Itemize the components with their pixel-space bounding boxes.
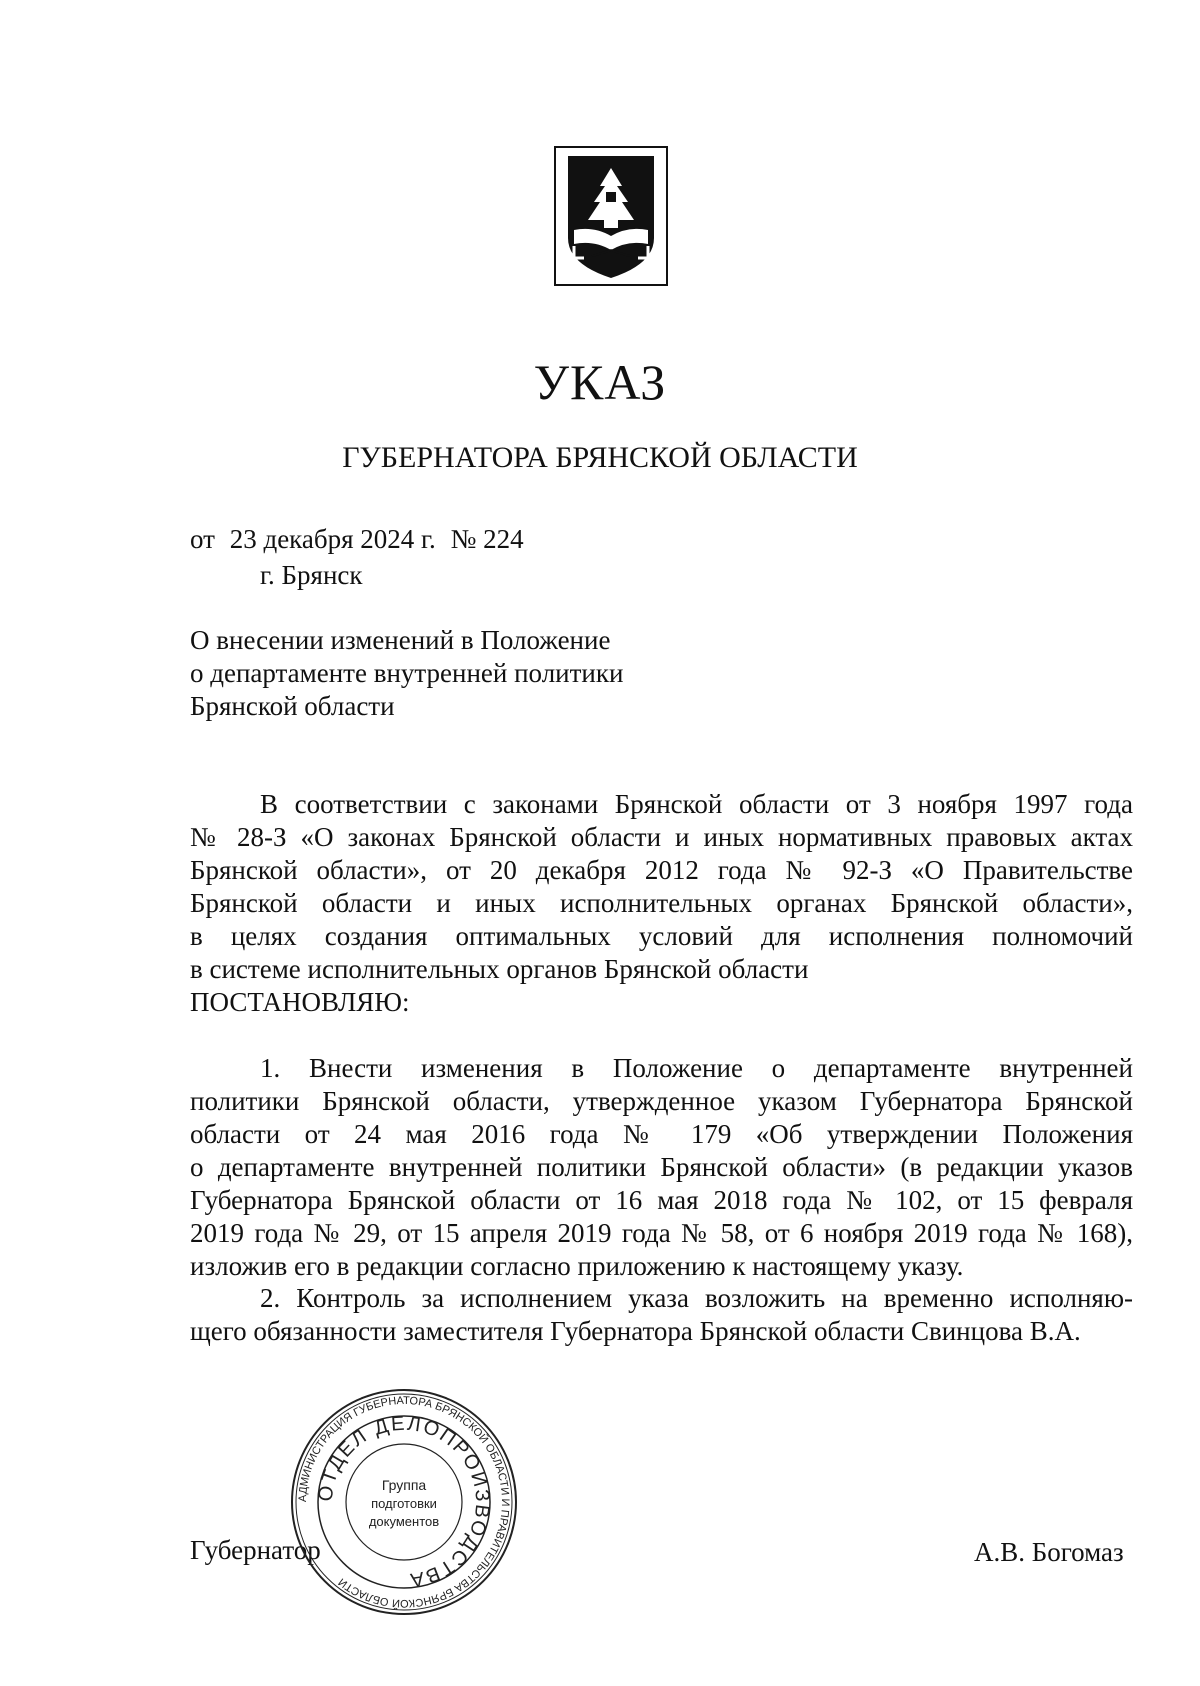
body-line: в системе исполнительных органов Брянской области <box>190 954 809 984</box>
body-line: области от 24 мая 2016 года № 179 «Об утверждении Положения <box>190 1119 1133 1149</box>
body-line: В соответствии с законами Брянской области от 3 ноября 1997 года <box>260 789 1133 819</box>
body-line: в целях создания оптимальных условий для исполнения полномочий <box>190 921 1133 951</box>
preamble-paragraph <box>190 788 1133 986</box>
date-line <box>190 522 524 556</box>
document-city: г. Брянск <box>260 560 363 590</box>
body-line: Губернатора Брянской области от 16 мая 2018 года № 102, от 15 февраля <box>190 1185 1133 1215</box>
date-prefix: от <box>190 524 215 554</box>
stamp-center-line: документов <box>368 1514 440 1529</box>
stamp-outer-text: АДМИНИСТРАЦИЯ ГУБЕРНАТОРА БРЯНСКОЙ ОБЛАСТИ И ПРАВИТЕЛЬСТВА БРЯНСКОЙ ОБЛАСТИ <box>296 1394 512 1610</box>
stamp-center-line: Группа <box>381 1477 427 1493</box>
item-2-paragraph <box>190 1282 1133 1348</box>
document-subject <box>190 624 750 723</box>
subject-line: о департаменте внутренней политики <box>190 658 624 688</box>
body-line: 1. Внести изменения в Положение о департаменте внутренней <box>260 1053 1133 1083</box>
document-title: УКАЗ <box>533 354 667 410</box>
item-1-paragraph <box>190 1052 1133 1283</box>
signatory-name: А.В. Богомаз <box>974 1537 1124 1567</box>
body-line: щего обязанности заместителя Губернатора Брянской области Свинцова В.А. <box>190 1316 1081 1346</box>
body-line: № 28-З «О законах Брянской области и иных нормативных правовых актах <box>190 822 1133 852</box>
subject-line: О внесении изменений в Положение <box>190 625 611 655</box>
document-date: 23 декабря 2024 г. <box>229 524 436 554</box>
body-line: политики Брянской области, утвержденное указом Губернатора Брянской <box>190 1086 1133 1116</box>
document-number: № 224 <box>450 524 524 554</box>
body-line: 2. Контроль за исполнением указа возложить на временно исполняю- <box>260 1283 1133 1313</box>
body-line: Брянской области и иных исполнительных органах Брянской области», <box>190 888 1133 918</box>
body-line: изложив его в редакции согласно приложению к настоящему указу. <box>190 1251 964 1281</box>
document-subtitle: ГУБЕРНАТОРА БРЯНСКОЙ ОБЛАСТИ <box>342 441 858 474</box>
body-line: Брянской области», от 20 декабря 2012 года № 92-З «О Правительстве <box>190 855 1133 885</box>
signatory-position: Губернатор <box>190 1535 321 1565</box>
coat-of-arms-emblem <box>554 146 668 286</box>
stamp-ring-text: ОТДЕЛ ДЕЛОПРОИЗВОДСТВА <box>314 1412 494 1592</box>
official-stamp <box>288 1386 520 1618</box>
subject-line: Брянской области <box>190 691 395 721</box>
decree-word: ПОСТАНОВЛЯЮ: <box>190 987 410 1017</box>
body-line: 2019 года № 29, от 15 апреля 2019 года № 58, от 6 ноября 2019 года № 168), <box>190 1218 1133 1248</box>
body-line: о департаменте внутренней политики Брянской области» (в редакции указов <box>190 1152 1133 1182</box>
stamp-center-line: подготовки <box>371 1496 437 1511</box>
